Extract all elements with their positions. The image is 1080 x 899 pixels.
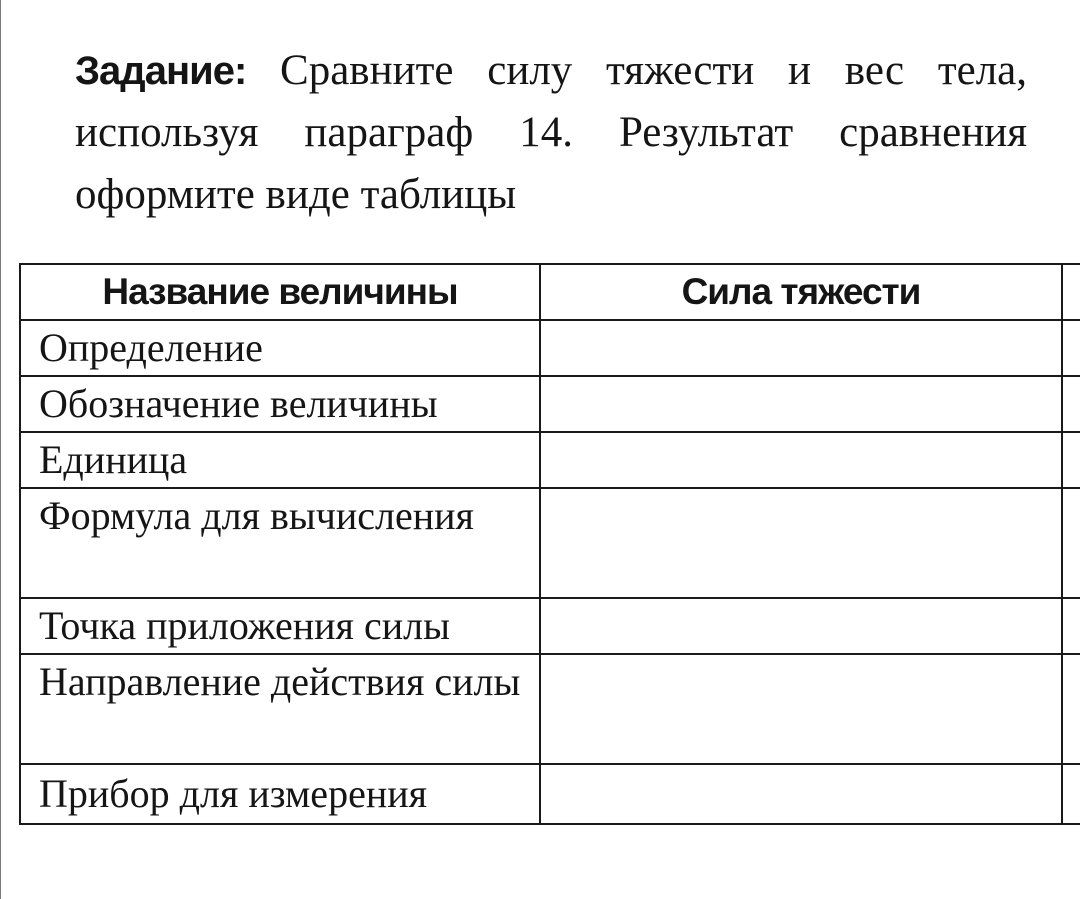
table-row (20, 320, 1080, 376)
row-label-unit: Единица (20, 432, 540, 488)
cell-weight-application-point[interactable] (1062, 598, 1080, 654)
task-text: Сравните силу тяжести и вес тела, используя параграф 14. Результат сравнения оформите виде таблицы (75, 47, 1027, 218)
cell-gravity-notation[interactable] (540, 376, 1062, 432)
row-label-definition: Определение (20, 320, 540, 376)
cell-weight-direction[interactable] (1062, 654, 1080, 764)
task-label: Задание: (75, 49, 247, 93)
table-row (20, 598, 1080, 654)
row-label-formula: Формула для вычисления (20, 488, 540, 598)
cell-gravity-unit[interactable] (540, 432, 1062, 488)
header-gravity: Сила тяжести (540, 264, 1062, 320)
table-row (20, 654, 1080, 764)
header-weight (1062, 264, 1080, 320)
cell-weight-unit[interactable] (1062, 432, 1080, 488)
row-label-notation: Обозначение величины (20, 376, 540, 432)
task-paragraph (75, 40, 1027, 226)
row-label-direction: Направление действия силы (20, 654, 540, 764)
row-label-application-point: Точка приложения силы (20, 598, 540, 654)
cell-gravity-application-point[interactable] (540, 598, 1062, 654)
cell-gravity-instrument[interactable] (540, 764, 1062, 824)
table-row (20, 764, 1080, 824)
cell-gravity-definition[interactable] (540, 320, 1062, 376)
table-row (20, 432, 1080, 488)
cell-weight-definition[interactable] (1062, 320, 1080, 376)
cell-gravity-formula[interactable] (540, 488, 1062, 598)
cell-gravity-direction[interactable] (540, 654, 1062, 764)
cell-weight-notation[interactable] (1062, 376, 1080, 432)
table-header-row (20, 264, 1080, 320)
comparison-table (19, 263, 1080, 825)
cell-weight-instrument[interactable] (1062, 764, 1080, 824)
table-row (20, 488, 1080, 598)
row-label-instrument: Прибор для измерения (20, 764, 540, 824)
table-row (20, 376, 1080, 432)
cell-weight-formula[interactable] (1062, 488, 1080, 598)
header-quantity-name: Название величины (20, 264, 540, 320)
